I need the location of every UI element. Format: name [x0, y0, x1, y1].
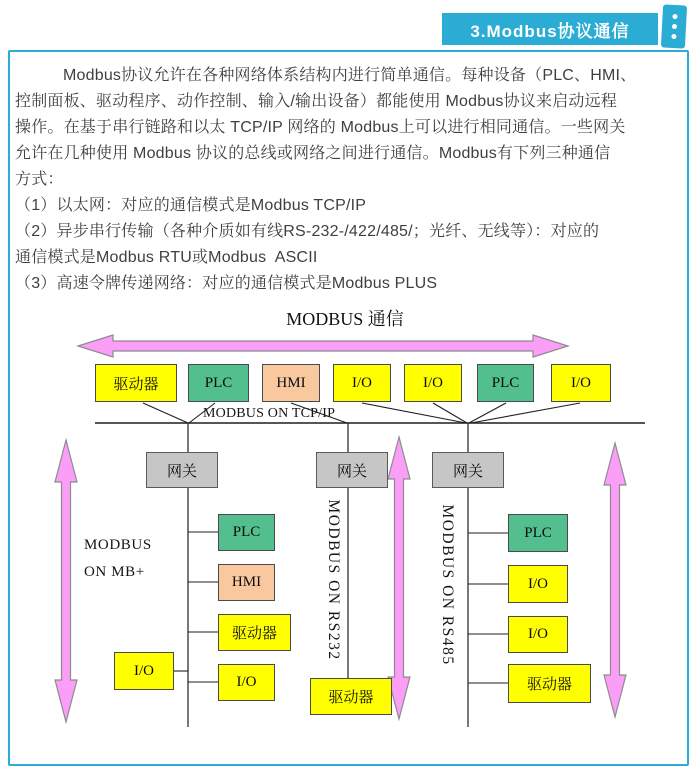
mb-branch-io: I/O: [218, 664, 275, 701]
diagram-title: MODBUS 通信: [286, 309, 404, 329]
device-box-hmi: HMI: [262, 364, 320, 402]
paragraph-line-item-2: （2）异步串行传输（各种介质如有线RS-232-/422/485/；光纤、无线等）：对应的: [15, 223, 600, 240]
device-box-plc: PLC: [188, 364, 249, 402]
paragraph-line: 控制面板、驱动程序、动作控制、输入/输出设备）都能使用 Modbus协议来启动远程: [15, 93, 618, 110]
rs485-branch-io: I/O: [508, 616, 568, 653]
branch-stubs: [174, 532, 508, 683]
paragraph-line: 方式：: [15, 171, 64, 188]
mb-branch-drive: 驱动器: [218, 614, 291, 651]
rs232-span-arrow: [388, 437, 410, 719]
rs485-branch-io: I/O: [508, 565, 568, 603]
device-box-io: I/O: [404, 364, 462, 402]
rs485-branch-drive: 驱动器: [508, 664, 591, 703]
device-box-io: I/O: [551, 364, 611, 402]
paragraph-line-item-3: （3）高速令牌传递网络：对应的通信模式是Modbus PLUS: [15, 275, 438, 292]
paragraph-line-item-1: （1）以太网：对应的通信模式是Modbus TCP/IP: [15, 197, 367, 214]
modbus-span-arrow: [78, 335, 568, 357]
device-box-drive: 驱动器: [95, 364, 177, 402]
device-connectors: [143, 403, 580, 423]
gateway-box: 网关: [432, 452, 504, 488]
rs485-bus-label: MODBUS ON RS485: [439, 504, 456, 666]
rs232-bus-label: MODBUS ON RS232: [325, 499, 342, 661]
device-box-io: I/O: [333, 364, 391, 402]
rs485-span-arrow: [604, 443, 626, 717]
tcpip-bus-label: MODBUS ON TCP/IP: [203, 406, 336, 421]
mb-plus-bus-label-line1: MODBUS: [84, 537, 152, 553]
paragraph-line: 操作。在基于串行链路和以太 TCP/IP 网络的 Modbus上可以进行相同通信。一些网关: [15, 119, 626, 136]
rs232-branch-drive: 驱动器: [310, 678, 392, 715]
rs485-branch-plc: PLC: [508, 514, 568, 552]
mb-branch-plc: PLC: [218, 514, 275, 551]
gateway-box: 网关: [316, 452, 388, 488]
device-box-plc: PLC: [477, 364, 534, 402]
mb-plus-span-arrow: [55, 440, 77, 722]
mb-branch-io-left: I/O: [114, 652, 174, 690]
paragraph-line: 允许在几种使用 Modbus 协议的总线或网络之间进行通信。Modbus有下列三种通信: [15, 145, 611, 162]
paragraph-line: Modbus协议允许在各种网络体系结构内进行简单通信。每种设备（PLC、HMI、: [63, 67, 637, 84]
paragraph-line-item-2b: 通信模式是Modbus RTU或Modbus ASCII: [15, 249, 318, 266]
gateway-box: 网关: [146, 452, 218, 488]
mb-branch-hmi: HMI: [218, 564, 275, 601]
section-tab-label: 3.Modbus协议通信: [470, 21, 630, 41]
mb-plus-bus-label-line2: ON MB+: [84, 564, 145, 580]
